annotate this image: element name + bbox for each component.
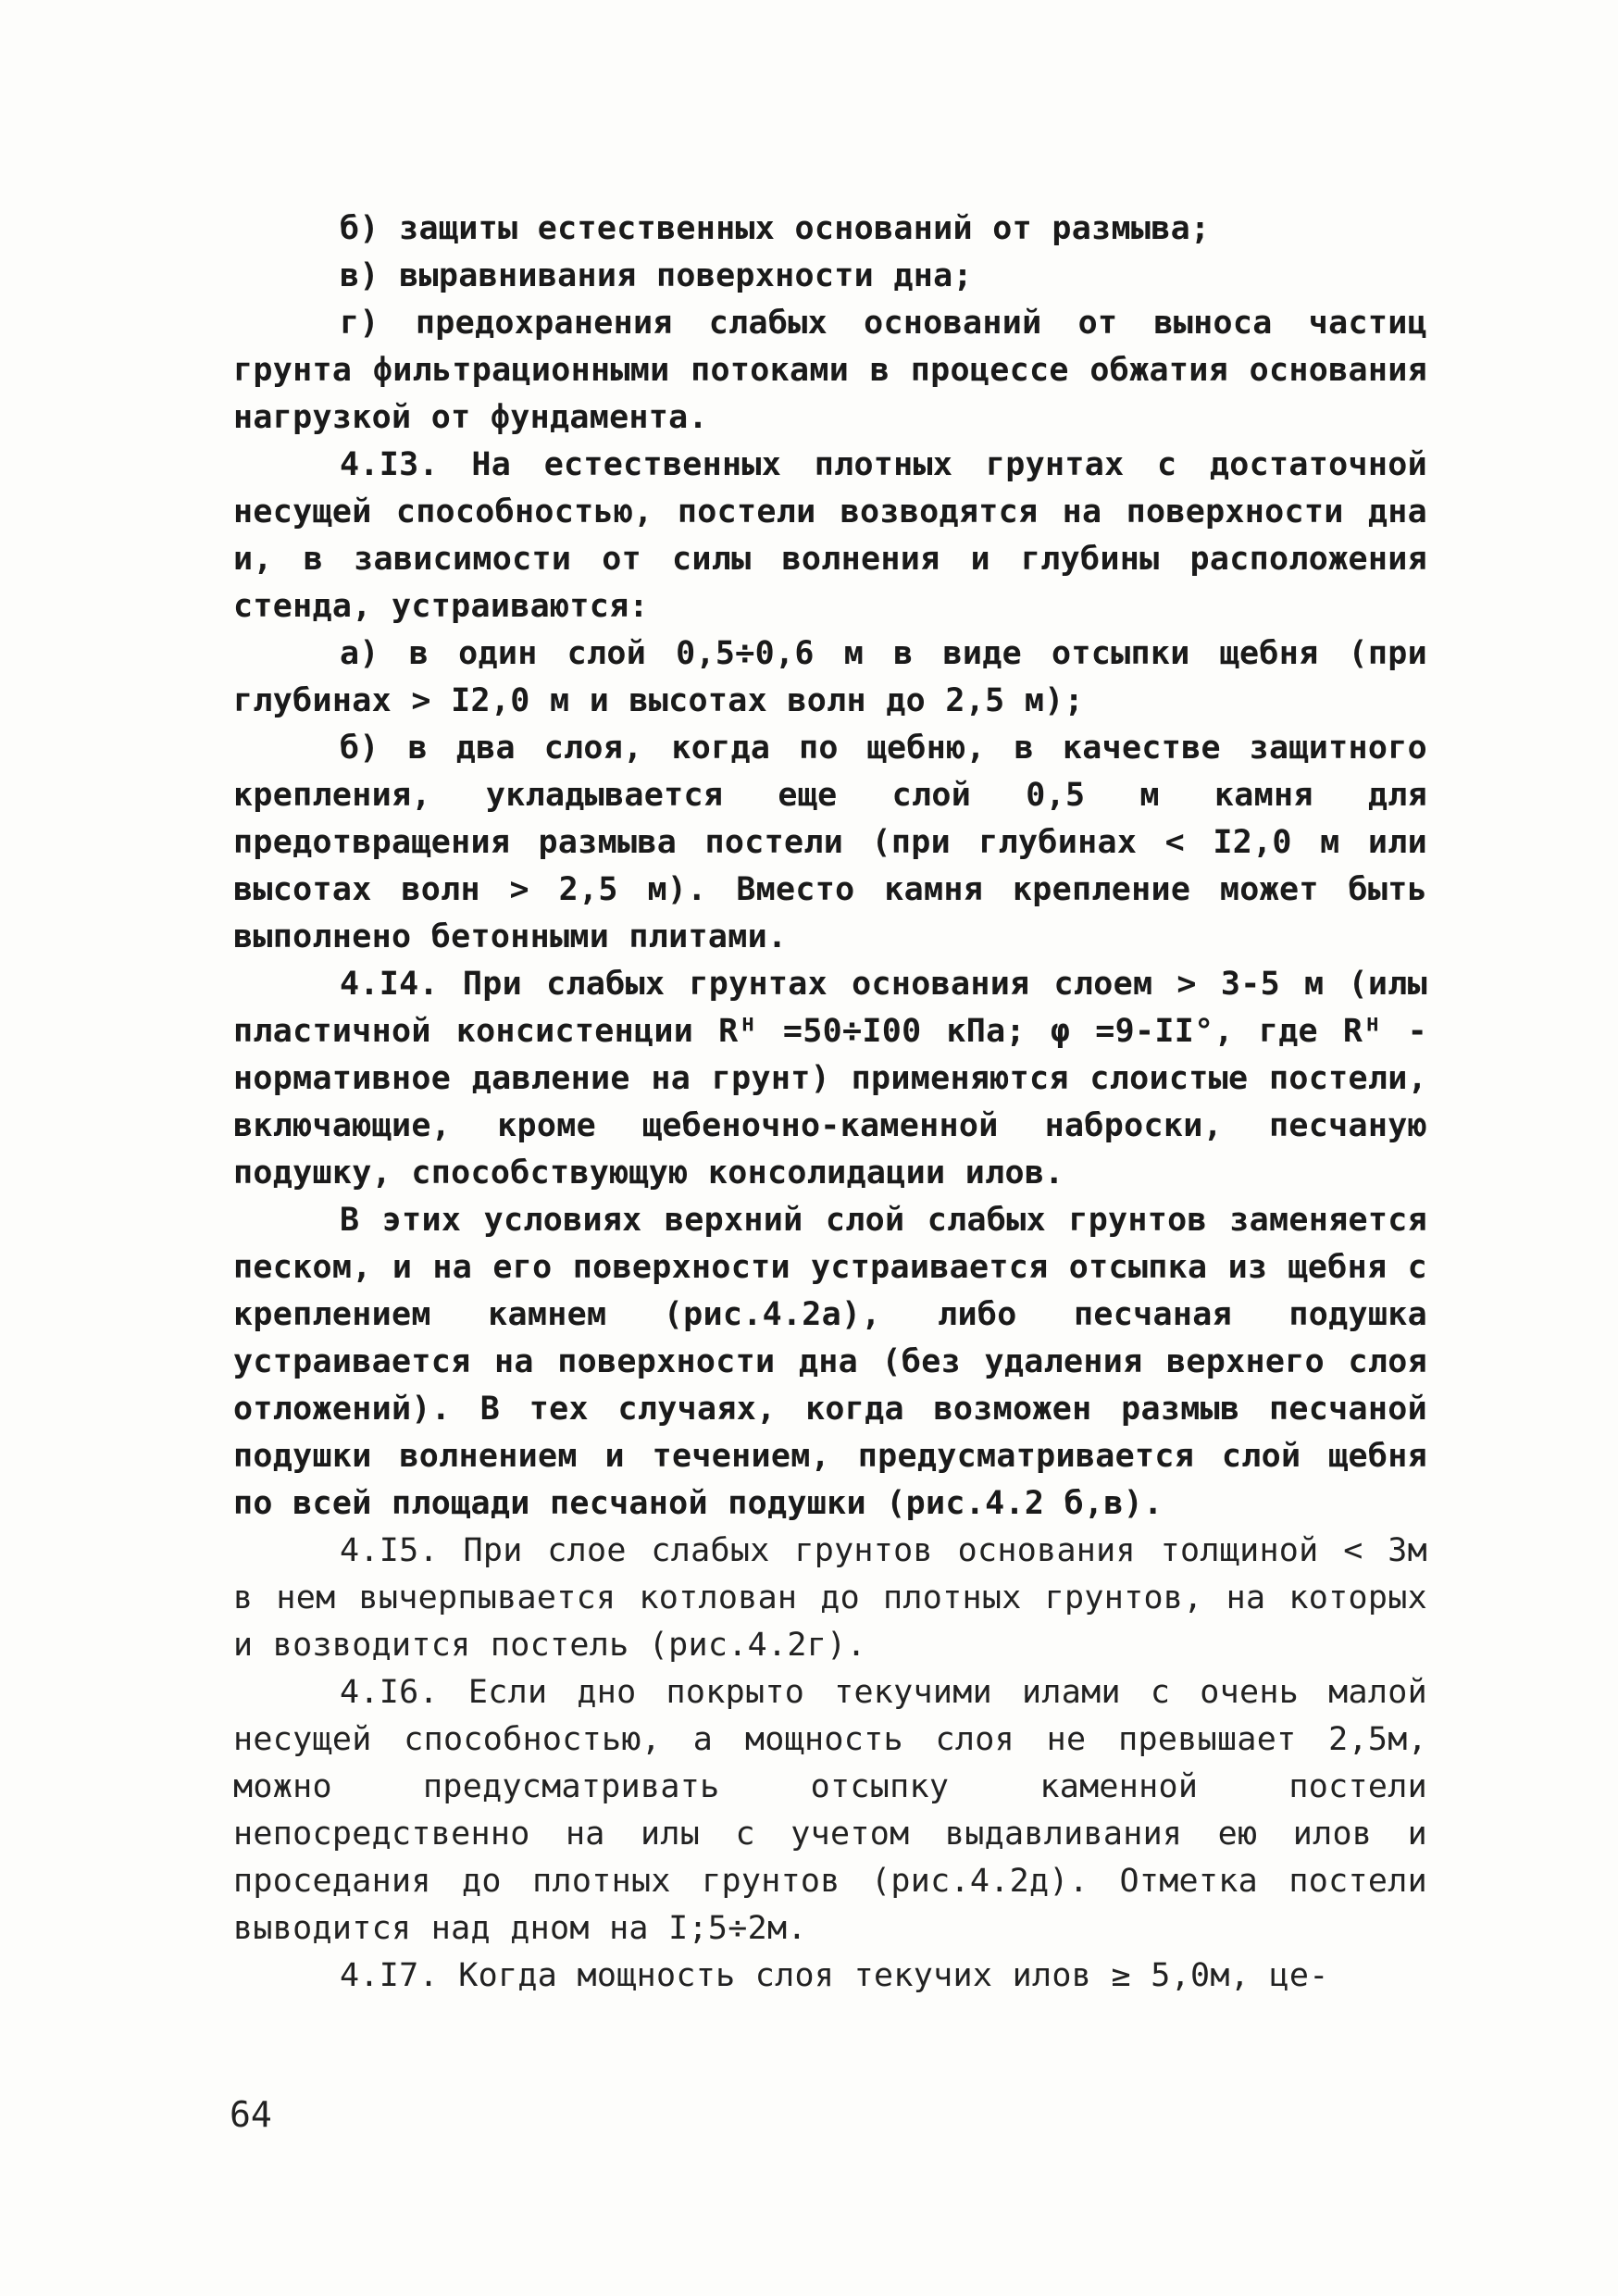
paragraph-4-13: 4.I3. На естественных плотных грунтах с достаточной несущей способностью, постели возводятся на поверхности дна и, в зависимости от силы волнения и глубины расположения стенда, устраиваются: xyxy=(233,446,1427,625)
page-number: 64 xyxy=(230,2094,272,2135)
paragraph-4-17: 4.I7. Когда мощность слоя текучих илов ≥ 5,0м, це- xyxy=(340,1957,1329,1994)
body-text xyxy=(233,206,1427,2000)
paragraph-4-16: 4.I6. Если дно покрыто текучими илами с очень малой несущей способностью, а мощность слоя не превышает 2,5м, можно предусматривать отсыпку каменной постели непосредственно на илы с учетом выдавливания ею илов и проседания до плотных грунтов (рис.4.2д). Отметка постели выводится над дном на I;5÷2м. xyxy=(233,1674,1427,1947)
list-item-b-two-layers: б) в два слоя, когда по щебню, в качестве защитного крепления, укладывается еще слой 0,5 м камня для предотвращения размыва постели (при глубинах < I2,0 м или высотах волн > 2,5 м). Вместо камня крепление может быть выполнено бетонными плитами. xyxy=(233,730,1427,955)
paragraph-weak-soils: В этих условиях верхний слой слабых грунтов заменяется песком, и на его поверхности устраивается отсыпка из щебня с креплением камнем (рис.4.2а), либо песчаная подушка устраивается на поверхности дна (без удаления верхнего слоя отложений). В тех случаях, когда возможен размыв песчаной подушки волнением и течением, предусматривается слой щебня по всей площади песчаной подушки (рис.4.2 б,в). xyxy=(233,1202,1427,1522)
list-item-v-leveling: в) выравнивания поверхности дна; xyxy=(340,257,973,294)
list-item-a-one-layer: а) в один слой 0,5÷0,6 м в виде отсыпки щебня (при глубинах > I2,0 м и высотах волн до 2,5 м); xyxy=(233,635,1427,719)
list-item-b-protection: б) защиты естественных оснований от размыва; xyxy=(340,210,1211,247)
paragraph-4-14: 4.I4. При слабых грунтах основания слоем > 3-5 м (илы пластичной консистенции Rᴴ =50÷I00 кПа; φ =9-II°, где Rᴴ - нормативное давление на грунт) применяются слоистые постели, включающие, кроме щебеночно-каменной наброски, песчаную подушку, способствующую консолидации илов. xyxy=(233,966,1427,1192)
list-item-g-filtration: г) предохранения слабых оснований от выноса частиц грунта фильтрационными потоками в процессе обжатия основания нагрузкой от фундамента. xyxy=(233,305,1427,436)
paragraph-4-15: 4.I5. При слое слабых грунтов основания толщиной < 3м в нем вычерпывается котлован до плотных грунтов, на которых и возводится постель (рис.4.2г). xyxy=(233,1532,1427,1664)
